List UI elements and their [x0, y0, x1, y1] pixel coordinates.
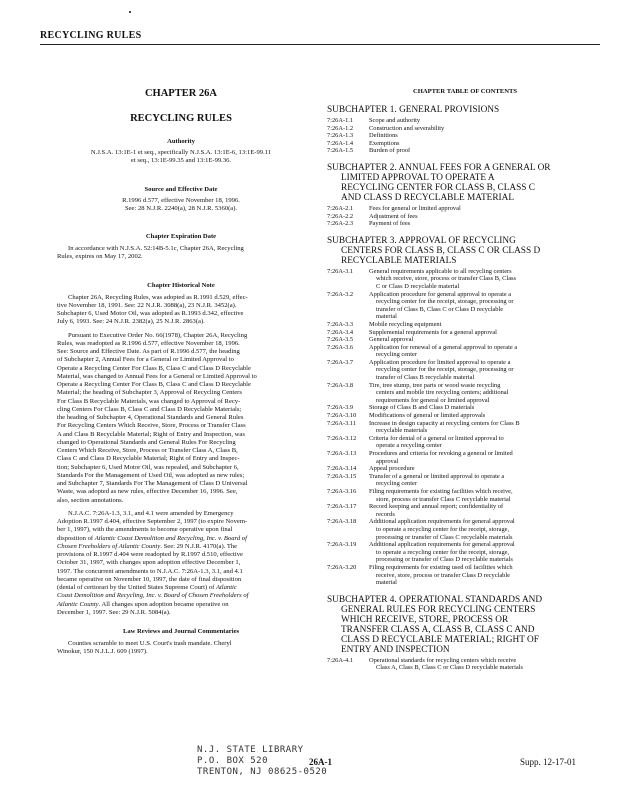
toc-entry: [327, 220, 603, 228]
toc-entry: [327, 564, 603, 587]
section-title: Criteria for denial of a general or limited approval to operate a recycling center: [369, 434, 504, 450]
section-number: 7:26A-2.3: [327, 220, 354, 228]
page-number: 26A-1: [309, 757, 332, 767]
text-line: provisions of R.1997 d.404 were readopted by R.1997 d.510, effective: [57, 551, 243, 558]
section-title: Construction and severability: [369, 124, 445, 132]
section-number: 7:26A-3.14: [327, 465, 357, 473]
scan-speck: [129, 11, 131, 13]
toc-body: [327, 105, 603, 672]
expiration-heading: Chapter Expiration Date: [145, 233, 217, 240]
section-title: Tire, tree stump, tree parts or wood waste recycling centers and mobile tire recycling centers; additional requirements for general or limited approval: [369, 381, 509, 404]
running-head: RECYCLING RULES: [40, 30, 142, 41]
section-title: Payment of fees: [369, 220, 411, 228]
section-number: 7:26A-1.2: [327, 124, 354, 132]
text-line: changed to Operational Standards and General Rules For Recycling: [57, 438, 236, 446]
text-line: and Subchapter 7, Standards For The Management of Class D Universal: [57, 480, 248, 487]
section-title: Exemptions: [369, 139, 400, 147]
section-number: 7:26A-3.3: [327, 320, 354, 328]
text-line: Centers Which Receive, Store, Process or Transfer Class A, Class B,: [57, 447, 238, 454]
section-number: 7:26A-3.9: [327, 404, 354, 412]
text-line: Waste, was adopted as new rules, effective December 16, 1996. See,: [57, 488, 238, 496]
left-column: [57, 88, 305, 657]
text-line: also, section annotations.: [57, 496, 124, 504]
subchapter-heading: SUBCHAPTER 1. GENERAL PROVISIONS: [327, 105, 500, 115]
section-number: 7:26A-3.11: [327, 419, 357, 427]
section-number: 7:26A-2.1: [327, 204, 354, 212]
authority-heading: Authority: [167, 138, 195, 145]
toc-entry: [327, 412, 603, 420]
expiration-text: In accordance with N.J.S.A. 52:14B-5.1c, Chapter 26A, Recycling Rules, expires on May 17, 2002.: [57, 245, 244, 261]
section-number: 7:26A-3.1: [327, 267, 354, 275]
text-line: of Subchapter 2, Annual Fees for a General or Limited Approval to: [57, 356, 234, 364]
toc-entry: [327, 344, 603, 359]
toc-entry: [327, 268, 603, 291]
text-line: the heading of Subchapter 4, Operational Standards and General Rules: [57, 414, 244, 421]
text-line: tion; Subchapter 6, Used Motor Oil, was repealed, and Subchapter 6,: [57, 463, 239, 471]
text-line: Material; the heading of Subchapter 3, Approval of Recycling Centers: [57, 389, 242, 397]
table-of-contents: [327, 88, 603, 672]
section-number: 7:26A-1.1: [327, 117, 354, 124]
library-stamp: N.J. STATE LIBRARY P.O. BOX 520 TRENTON, NJ 08625-0520: [197, 745, 328, 777]
text-line: disposition of Atlantic Coast Demolition and Recycling, Inc. v. Board of: [57, 534, 247, 542]
chapter-name: RECYCLING RULES: [130, 113, 232, 124]
reviews-text: Counties scramble to meet U.S. Court's trash mandate. Cheryl Winokur, 150 N.J.L.J. 609 (1997).: [57, 640, 232, 656]
section-title: Application for renewal of a general approval to operate a recycling center: [369, 343, 518, 359]
section-number: 7:26A-3.12: [327, 434, 357, 442]
text-line: Class C and Class D Recyclable Material; Right of Entry and Inspec-: [57, 455, 240, 463]
text-line: Adoption R.1997 d.404, effective September 2, 1997 (to expire Novem-: [57, 518, 248, 525]
subchapter-heading: SUBCHAPTER 4. OPERATIONAL STANDARDS AND GENERAL RULES FOR RECYCLING CENTERS WHICH RECEIVE, STORE, PROCESS OR TRANSFER CLASS A, CLASS B, CLASS C AND CLASS D RECYCLABLE MATERIAL; RIGHT OF ENTRY AND INSPECTION: [327, 594, 543, 655]
text-line: tive November 18, 1991. See: 22 N.J.R. 3088(a), 23 N.J.R. 3452(a).: [57, 301, 237, 309]
text-line: Material, was changed to Annual Fees for a General or Limited Approval to: [57, 372, 257, 380]
section-title: Definitions: [369, 132, 398, 140]
toc-entry: [327, 359, 603, 382]
toc-entry: [327, 435, 603, 450]
section-title: Increase in design capacity at recycling centers for Class B recyclable materials: [369, 419, 520, 435]
text-line: October 31, 1997, with changes upon adoption effective December 1,: [57, 559, 241, 567]
text-line: December 1, 1997. See: 29 N.J.R. 5084(a).: [57, 608, 171, 616]
toc-entry: [327, 488, 603, 503]
section-title: Additional application requirements for general approval to operate a recycling center for the receipt, storage, processing or transfer of Class D recyclable materials: [369, 541, 515, 564]
section-title: Procedures and criteria for revoking a general or limited approval: [369, 450, 513, 465]
text-line: Chosen Freeholders of Atlantic County. See: 29 N.J.R. 4170(a). The: [57, 542, 238, 550]
toc-entry: [327, 382, 603, 405]
text-line: Operate a Recycling Center For Class B, Class C and Class D Recyclable: [57, 364, 251, 372]
history-paragraph-1: [57, 294, 305, 327]
reviews-heading: Law Reviews and Journal Commentaries: [122, 628, 240, 635]
section-number: 7:26A-3.2: [327, 290, 354, 298]
header-rule: [40, 44, 600, 45]
text-line: A and Class B Recyclable Material; Right of Entry and Inspection, was: [57, 430, 245, 438]
toc-entry: [327, 450, 603, 465]
section-number: 7:26A-3.7: [327, 358, 354, 366]
toc-entry: [327, 541, 603, 564]
section-number: 7:26A-3.15: [327, 472, 357, 480]
subchapter-heading: SUBCHAPTER 3. APPROVAL OF RECYCLING CENTERS FOR CLASS B, CLASS C OR CLASS D RECYCLABLE MATERIALS: [327, 235, 541, 266]
text-line: For Class B Recyclable Materials, was changed to Approval of Recy-: [57, 397, 241, 405]
section-title: Application procedure for general approval to operate a recycling center for the receipt, storage, processing or transfer of Class B, Class C or Class D recyclable material: [369, 290, 514, 321]
text-line: Rules, was readopted as R.1996 d.577, effective November 18, 1996.: [57, 339, 240, 347]
toc-entry: [327, 465, 603, 473]
text-line: Standards For the Management of Used Oil, was adopted as new rules;: [57, 471, 245, 479]
text-line: Pursuant to Executive Order No. 66(1978), Chapter 26A, Recycling: [68, 331, 248, 339]
section-number: 7:26A-3.13: [327, 450, 357, 457]
section-number: 7:26A-3.20: [327, 563, 357, 571]
toc-entry: [327, 473, 603, 488]
section-number: 7:26A-3.5: [327, 336, 354, 344]
section-title: Supplemental requirements for a general approval: [369, 328, 497, 336]
supplement-date: Supp. 12-17-01: [520, 757, 576, 767]
toc-entry: [327, 336, 603, 344]
toc-entry: [327, 132, 603, 140]
section-title: General approval: [369, 336, 414, 344]
section-title: Filing requirements for existing facilities which receive, store, process or transfer Class C recyclable material: [369, 487, 513, 503]
text-line: ber 1, 1997), with the amendments to become operative upon final: [57, 526, 233, 534]
text-line: Chapter 26A, Recycling Rules, was adopted as R.1991 d.529, effec-: [68, 293, 248, 301]
text-line: 1997. The concurrent amendments to N.J.A.C. 7:26A-1.3, 3.1, and 4.1: [57, 567, 243, 575]
text-line: Coast Demolition and Recycling, Inc. v. Board of Chosen Freeholders of: [57, 592, 249, 600]
text-line: N.J.A.C. 7:26A-1.3, 3.1, and 4.1 were amended by Emergency: [68, 509, 234, 517]
toc-entry: [327, 657, 603, 672]
section-number: 7:26A-3.16: [327, 487, 357, 495]
section-title: Scope and authority: [369, 117, 421, 124]
toc-entry: [327, 329, 603, 337]
text-line: became operative on November 10, 1997, the date of final disposition: [57, 575, 242, 583]
toc-title: CHAPTER TABLE OF CONTENTS: [412, 88, 518, 95]
section-number: 7:26A-3.10: [327, 412, 357, 420]
text-line: Operate a Recycling Center For Class B, Class C and Class D Recyclable: [57, 381, 251, 388]
section-number: 7:26A-2.2: [327, 212, 354, 220]
authority-text: N.J.S.A. 13:1E-1 et seq., specifically N.J.S.A. 13:1E-6, 13:1E-99.11 et seq., 13:1E-99.35 and 13:1E-99.36.: [90, 149, 272, 165]
toc-entry: [327, 205, 603, 213]
source-heading: Source and Effective Date: [144, 185, 218, 193]
text-line: Atlantic County. All changes upon adoption became operative on: [57, 600, 229, 608]
section-title: Application procedure for limited approval to operate a recycling center for the receipt, storage, processing or transfer of Class B recyclable material: [369, 358, 514, 382]
chapter-title: CHAPTER 26A: [144, 88, 218, 99]
history-paragraph-3: [57, 510, 305, 617]
section-title: Appeal procedure: [369, 465, 415, 473]
section-number: 7:26A-3.8: [327, 381, 354, 389]
section-title: Operational standards for recycling centers which receive Class A, Class B, Class C or Class D recyclable materials: [369, 656, 523, 672]
text-line: cling Centers For Class B, Class C and Class D Recyclable Materials;: [57, 405, 242, 413]
section-number: 7:26A-3.19: [327, 541, 357, 549]
toc-entry: [327, 140, 603, 148]
history-heading: Chapter Historical Note: [147, 281, 215, 289]
subchapter-heading: SUBCHAPTER 2. ANNUAL FEES FOR A GENERAL OR LIMITED APPROVAL TO OPERATE A RECYCLING CENTER FOR CLASS B, CLASS C AND CLASS D RECYCLABLE MATERIAL: [327, 162, 551, 203]
section-number: 7:26A-3.17: [327, 503, 357, 511]
section-title: Record keeping and annual report; confidentiality of records: [369, 503, 504, 518]
section-number: 7:26A-1.4: [327, 139, 354, 147]
section-title: Mobile recycling equipment: [369, 320, 442, 328]
text-line: For Recycling Centers Which Receive, Store, Process or Transfer Class: [57, 422, 246, 430]
section-title: Burden of proof: [369, 147, 411, 155]
toc-entry: [327, 518, 603, 541]
toc-entry: [327, 503, 603, 518]
section-title: General requirements applicable to all recycling centers which receive, store, process or transfer Class B, Class C or Class D recyclable material: [369, 267, 517, 290]
section-number: 7:26A-1.3: [327, 132, 354, 140]
text-line: (denial of certiorari by the United States Supreme Court) of Atlantic: [57, 584, 237, 591]
section-number: 7:26A-3.6: [327, 343, 354, 351]
section-title: Filing requirements for existing used oil facilities which receive, store, process or transfer Class D recyclable material: [369, 563, 513, 587]
section-title: Transfer of a general or limited approval to operate a recycling center: [369, 472, 505, 488]
section-number: 7:26A-4.1: [327, 656, 354, 664]
section-title: Fees for general or limited approval: [369, 204, 461, 212]
toc-entry: [327, 420, 603, 435]
text-line: See: Source and Effective Date. As part of R.1996 d.577, the heading: [57, 348, 240, 355]
toc-entry: [327, 147, 603, 155]
toc-entry: [327, 125, 603, 133]
history-paragraph-2: [57, 332, 305, 505]
toc-entry: [327, 321, 603, 329]
toc-entry: [327, 213, 603, 221]
section-title: Additional application requirements for general approval to operate a recycling center for the receipt, storage, processing or transfer of Class C recyclable materials: [369, 518, 515, 541]
toc-entry: [327, 404, 603, 412]
section-title: Modifications of general or limited approvals: [369, 412, 486, 420]
source-text: R.1996 d.577, effective November 18, 1996. See: 28 N.J.R. 2240(a), 28 N.J.R. 5360(a).: [122, 196, 240, 212]
toc-entry: [327, 291, 603, 321]
section-title: Storage of Class B and Class D materials: [369, 404, 475, 412]
section-number: 7:26A-1.5: [327, 147, 354, 155]
toc-entry: [327, 117, 603, 125]
section-title: Adjustment of fees: [369, 212, 418, 220]
section-number: 7:26A-3.4: [327, 328, 354, 336]
text-line: July 6, 1993. See: 24 N.J.R. 2382(a), 25 N.J.R. 2863(a).: [57, 318, 205, 326]
section-number: 7:26A-3.18: [327, 518, 357, 526]
text-line: Subchapter 6, Used Motor Oil, was adopted as R.1993 d.342, effective: [57, 310, 244, 317]
